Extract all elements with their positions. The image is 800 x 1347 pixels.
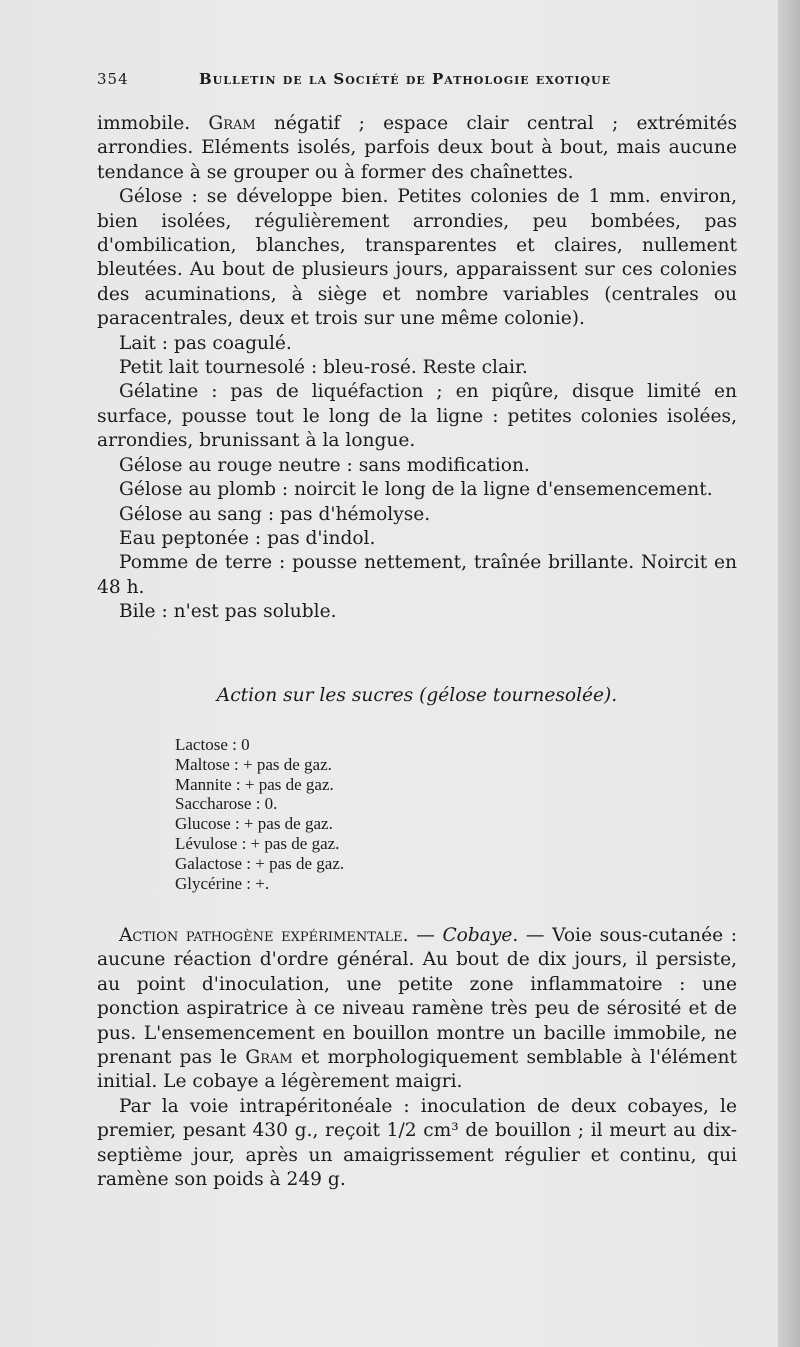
sugar-list-item: Lévulose : + pas de gaz.: [175, 833, 340, 853]
sugar-list-item: Glucose : + pas de gaz.: [175, 814, 333, 834]
paragraph: [97, 1095, 737, 1193]
paragraph: [97, 527, 737, 551]
sugar-list-item: Lactose : 0: [175, 735, 250, 754]
text-segment: Petit lait tournesolé : bleu-rosé. Reste clair.: [119, 357, 528, 379]
paragraph: [97, 551, 737, 600]
paragraph: [97, 332, 737, 356]
sugar-list-item: Galactose : + pas de gaz.: [175, 853, 345, 873]
sugar-list-item: Mannite : + pas de gaz.: [175, 774, 334, 794]
text-segment: immobile.: [97, 113, 209, 134]
text-segment: Gram: [208, 113, 256, 134]
body-text-bottom: [97, 924, 737, 1192]
text-segment: Action pathogène expérimentale.: [119, 925, 409, 946]
text-segment: Lait : pas coagulé.: [119, 332, 292, 354]
text-segment: Gélatine : pas de liquéfaction ; en piqûre, disque limité en surface, pousse tout le long de la ligne : petites colonies isolées, arrondies, brunissant à la longue.: [97, 381, 737, 452]
text-segment: —: [408, 925, 443, 946]
page-edge-shadow: [778, 0, 800, 1347]
sugar-list: [175, 735, 344, 893]
paragraph: [97, 185, 737, 331]
paragraph: [97, 380, 737, 453]
text-segment: et morphologiquement semblable à l'élément initial. Le cobaye a légèrement maigri.: [97, 1047, 738, 1093]
body-text-top: [97, 112, 737, 625]
text-segment: Gélose au sang : pas d'hémolyse.: [119, 503, 431, 525]
text-segment: Bile : n'est pas soluble.: [119, 601, 337, 623]
running-title: Bulletin de la Société de Pathologie exotique: [199, 70, 612, 88]
paragraph: [97, 454, 737, 478]
running-header: [97, 70, 737, 96]
text-segment: Par la voie intrapéritonéale : inoculation de deux cobayes, le premier, pesant 430 g., reçoit 1/2 cm³ de bouillon ; il meurt au dix-septième jour, après un amaigrissement régulier et continu, qui ramène son poids à 249 g.: [97, 1095, 737, 1191]
text-segment: Eau peptonée : pas d'indol.: [119, 527, 376, 549]
text-segment: Gélose au plomb : noircit le long de la ligne d'ensemencement.: [119, 479, 713, 501]
text-segment: Gélose : se développe bien. Petites colonies de 1 mm. environ, bien isolées, régulièrement arrondies, peu bombées, pas d'ombilication, blanches, transparentes et claires, nullement bleutées. Au bout de plusieurs jours, apparaissent sur ces colonies des acuminations, à siège et nombre variables (centrales ou paracentrales, deux et trois sur une même colonie).: [97, 186, 737, 330]
paragraph: [97, 356, 737, 380]
text-segment: Gram: [245, 1047, 293, 1069]
text-segment: Cobaye.: [442, 925, 519, 946]
sugar-list-item: Maltose : + pas de gaz.: [175, 754, 332, 774]
section-heading: Action sur les sucres (gélose tournesolée).: [216, 685, 618, 706]
paragraph: [97, 600, 737, 624]
paragraph: [97, 112, 737, 185]
paragraph: [97, 503, 737, 527]
paragraph: [97, 924, 737, 1095]
text-segment: Gélose au rouge neutre : sans modification.: [119, 454, 530, 476]
text-segment: négatif ; espace clair central ; extrémités arrondies. Eléments isolés, parfois deux bout à bout, mais aucune tendance à se grouper ou à former des chaînettes.: [97, 113, 737, 183]
text-segment: — Voie sous-cutanée : aucune réaction d'ordre général. Au bout de dix jours, il persiste, au point d'inoculation, une petite zone inflammatoire : une ponction aspiratrice à ce niveau ramène très peu de sérosité et de pus. L'ensemencement en bouillon montre un bacille immobile, ne prenant pas le: [97, 925, 737, 1069]
sugar-list-item: Saccharose : 0.: [175, 794, 278, 814]
text-segment: Pomme de terre : pousse nettement, traînée brillante. Noircit en 48 h.: [97, 552, 737, 598]
page-number: 354: [97, 70, 129, 88]
paragraph: [97, 478, 737, 502]
sugar-list-item: Glycérine : +.: [175, 873, 270, 893]
